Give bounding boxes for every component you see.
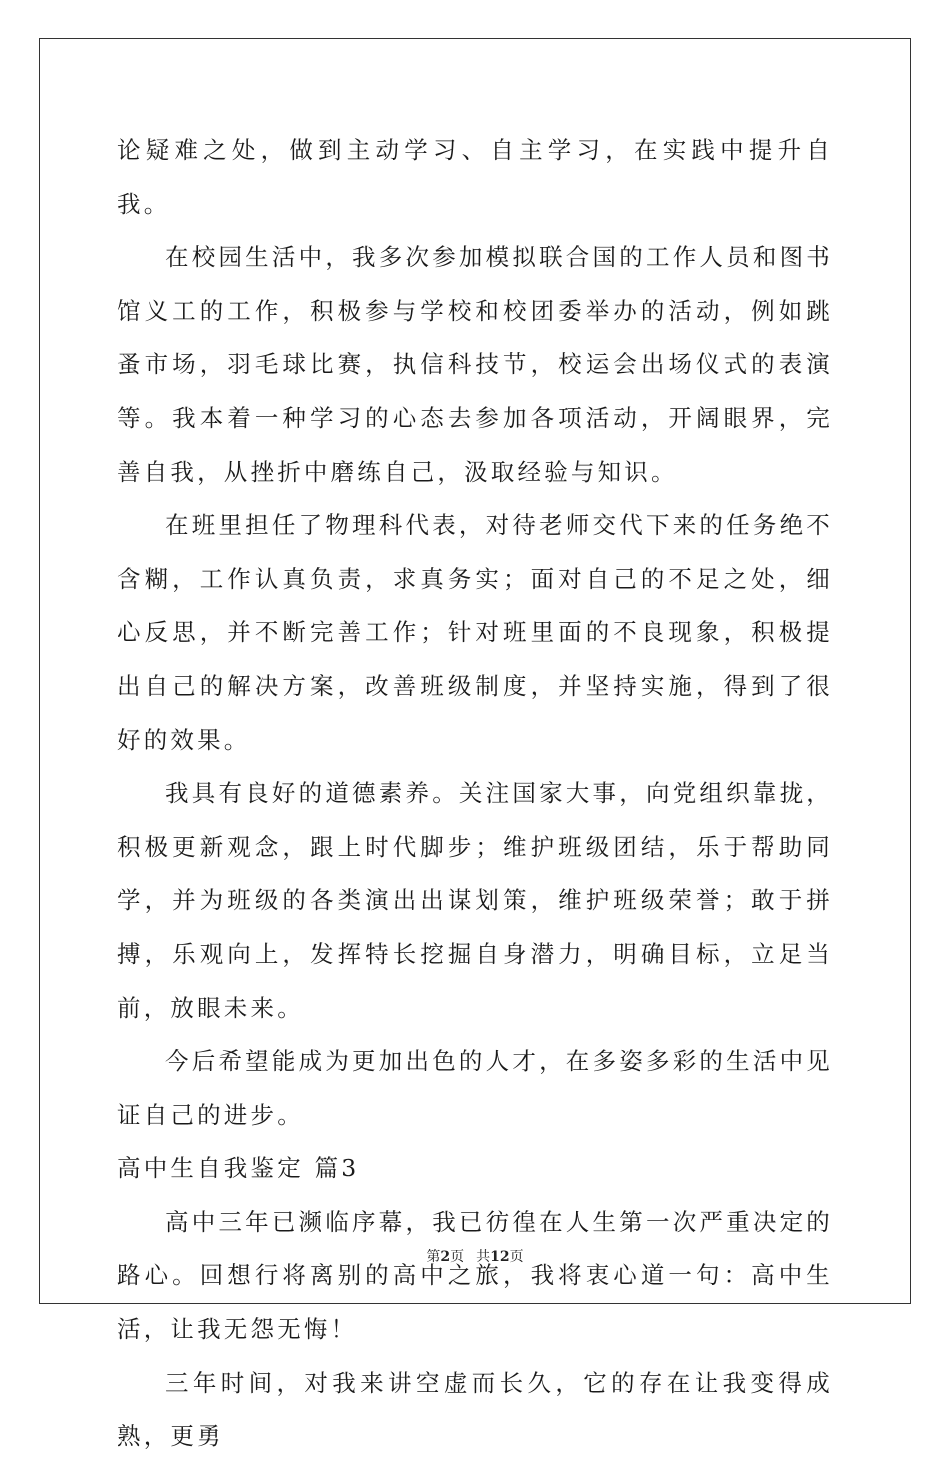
footer-total-suffix: 页: [509, 1249, 524, 1265]
paragraph-3: 在班里担任了物理科代表，对待老师交代下来的任务绝不含糊，工作认真负责，求真务实；面对自己的不足之处，细心反思，并不断完善工作；针对班里面的不良现象，积极提出自己的解决方案，改善班级制度，并坚持实施，得到了很好的效果。: [117, 511, 833, 754]
paragraph-5: 今后希望能成为更加出色的人才，在多姿多彩的生活中见证自己的进步。: [117, 1047, 833, 1129]
footer-page-suffix: 页: [450, 1249, 465, 1265]
paragraph-2: 在校园生活中，我多次参加模拟联合国的工作人员和图书馆义工的工作，积极参与学校和校团委举办的活动，例如跳蚤市场，羽毛球比赛，执信科技节，校运会出场仪式的表演等。我本着一种学习的心态去参加各项活动，开阔眼界，完善自我，从挫折中磨练自己，汲取经验与知识。: [117, 243, 833, 486]
footer-page-number: 2: [440, 1249, 451, 1265]
paragraph-6: 高中三年已濒临序幕，我已彷徨在人生第一次严重决定的路心。回想行将离别的高中之旅，我将衷心道一句：高中生活，让我无怨无悔！: [117, 1207, 833, 1344]
footer-total-prefix: 共: [476, 1249, 491, 1265]
footer-total-pages: 12: [490, 1249, 510, 1265]
section-heading: 高中生自我鉴定 篇3: [117, 1154, 360, 1183]
page-footer: [0, 1246, 950, 1266]
paragraph-7: 三年时间，对我来讲空虚而长久，它的存在让我变得成熟，更勇: [117, 1368, 833, 1451]
footer-page-prefix: 第: [426, 1249, 441, 1265]
paragraph-1: 论疑难之处，做到主动学习、自主学习，在实践中提升自我。: [117, 136, 833, 218]
paragraph-4: 我具有良好的道德素养。关注国家大事，向党组织靠拢，积极更新观念，跟上时代脚步；维护班级团结，乐于帮助同学，并为班级的各类演出出谋划策，维护班级荣誉；敢于拼搏，乐观向上，发挥特长挖掘自身潜力，明确目标，立足当前，放眼未来。: [117, 779, 833, 1022]
